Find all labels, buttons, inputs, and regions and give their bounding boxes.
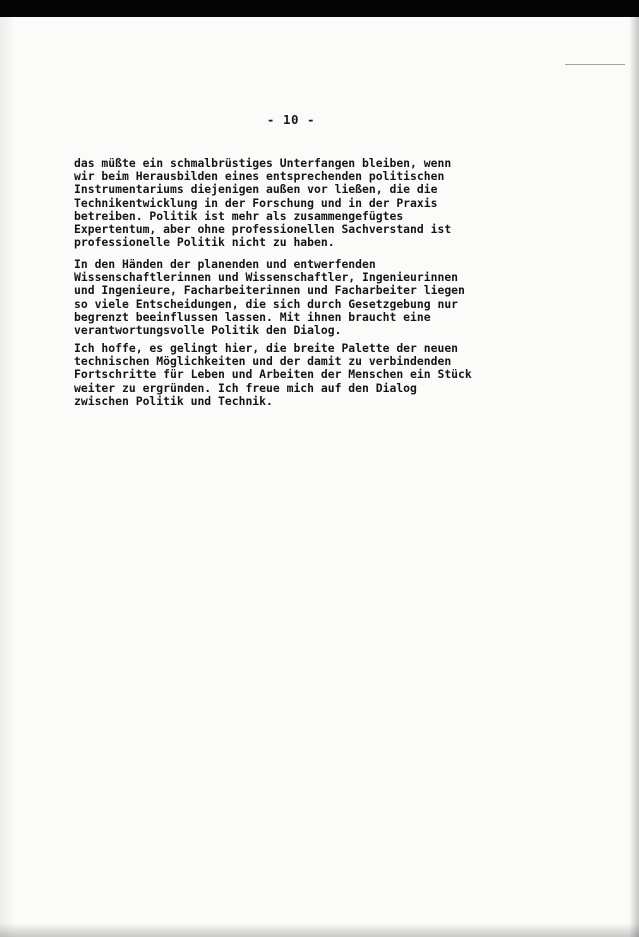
paragraph-1 [74,157,514,249]
paragraph-line: wir beim Herausbilden eines entsprechenden politischen [74,169,445,184]
paragraph-line: zwischen Politik und Technik. [74,393,273,408]
paragraph-line: und Ingenieure, Facharbeiterinnen und Facharbeiter liegen [74,283,465,298]
scan-right-shadow [629,17,639,937]
paragraph-line: Fortschritte für Leben und Arbeiten der Menschen ein Stück [74,367,472,382]
paragraph-line: technischen Möglichkeiten und der damit zu verbindenden [74,354,452,369]
scan-bottom-shadow [0,923,639,937]
paragraph-line: verantwortungsvolle Politik den Dialog. [74,323,342,338]
paragraph-line: das müßte ein schmalbrüstiges Unterfangen bleiben, wenn [74,156,452,170]
paragraph-line: weiter zu ergründen. Ich freue mich auf den Dialog [74,380,417,395]
paragraph-line: Wissenschaftlerinnen und Wissenschaftler, Ingenieurinnen [74,270,459,285]
paragraph-line: Ich hoffe, es gelingt hier, die breite Palette der neuen [74,341,459,355]
paragraph-line: Technikentwicklung in der Forschung und in der Praxis [74,195,438,210]
scan-artifact-line [565,64,625,65]
scan-left-shadow [0,17,16,937]
page-number: - 10 - [266,112,316,127]
paragraph-line: Expertentum, aber ohne professionellen Sachverstand ist [74,222,452,237]
paragraph-line: begrenzt beeinflussen lassen. Mit ihnen braucht eine [74,309,431,324]
paragraph-line: professionelle Politik nicht zu haben. [74,235,335,250]
scan-top-border [0,0,639,17]
paragraph-3 [74,342,514,408]
paragraph-2 [74,258,514,337]
paragraph-line: betreiben. Politik ist mehr als zusammengefügtes [74,208,404,223]
paragraph-line: Instrumentariums diejenigen außen vor ließen, die die [74,182,438,197]
paragraph-line: In den Händen der planenden und entwerfenden [74,257,376,271]
paragraph-line: so viele Entscheidungen, die sich durch Gesetzgebung nur [74,296,459,311]
